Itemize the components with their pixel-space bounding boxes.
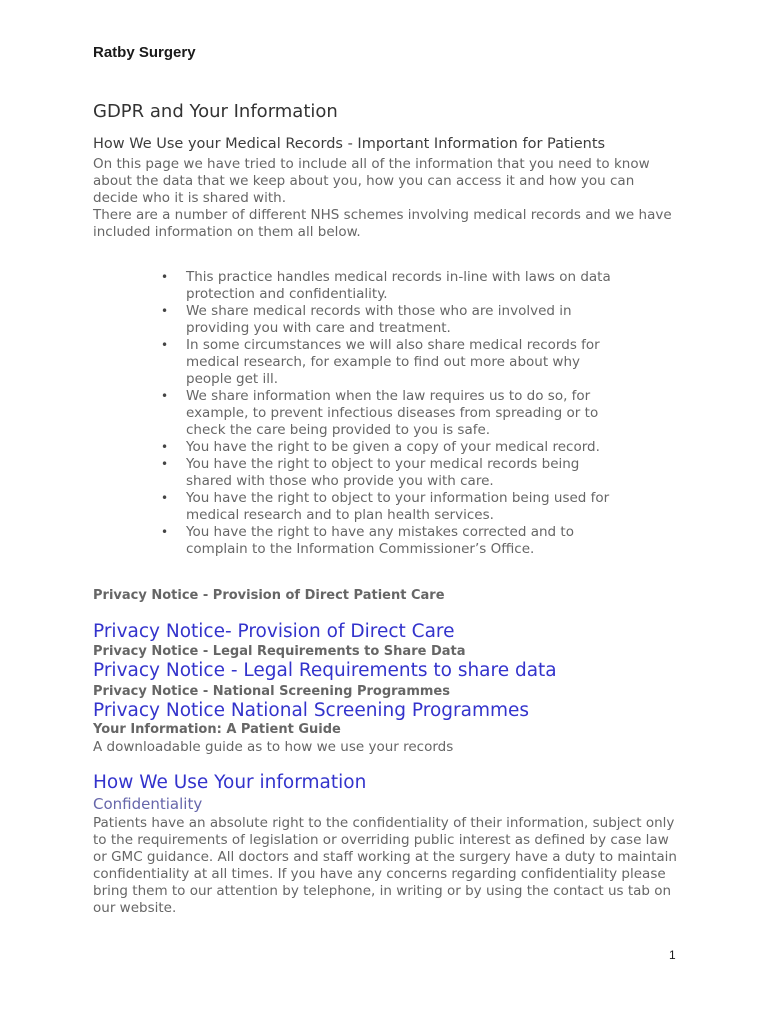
legal-requirements-link[interactable]: Privacy Notice - Legal Requirements to share data bbox=[93, 660, 557, 681]
list-item: • We share medical records with those who are involved in providing you with care and treatment. bbox=[161, 303, 572, 336]
list-item: • You have the right to object to your medical records being shared with those who provide you with care. bbox=[161, 456, 580, 489]
intro-text bbox=[93, 156, 683, 241]
page-title: GDPR and Your Information bbox=[93, 101, 338, 122]
bullet-icon: • bbox=[161, 270, 169, 284]
screening-label: Privacy Notice - National Screening Programmes bbox=[93, 684, 450, 699]
list-item: • You have the right to object to your information being used for medical research and to plan health services. bbox=[161, 490, 610, 523]
list-item: • This practice handles medical records in-line with laws on data protection and confidentiality. bbox=[161, 269, 611, 302]
list-item: • You have the right to have any mistakes corrected and to complain to the Information Commissioner’s Office. bbox=[161, 524, 574, 557]
page-number: 1 bbox=[669, 948, 676, 962]
bullet-icon: • bbox=[161, 304, 169, 318]
list-item: • We share information when the law requires us to do so, for example, to prevent infectious diseases from spreading or to check the care being provided to you is safe. bbox=[161, 388, 599, 438]
intro-paragraph-2: There are a number of different NHS schemes involving medical records and we have included information on them all below. bbox=[93, 207, 672, 240]
page-subtitle: How We Use your Medical Records - Important Information for Patients bbox=[93, 136, 606, 152]
patient-guide-description: A downloadable guide as to how we use your records bbox=[93, 739, 454, 755]
bullet-icon: • bbox=[161, 440, 169, 454]
direct-care-link[interactable]: Privacy Notice- Provision of Direct Care bbox=[93, 621, 455, 642]
bullet-icon: • bbox=[161, 457, 169, 471]
bullet-icon: • bbox=[161, 389, 169, 403]
bullet-icon: • bbox=[161, 525, 169, 539]
bullet-icon: • bbox=[161, 338, 169, 352]
screening-link[interactable]: Privacy Notice National Screening Programmes bbox=[93, 700, 530, 721]
how-we-use-title: How We Use Your information bbox=[93, 772, 367, 793]
confidentiality-text: Patients have an absolute right to the confidentiality of their information, subject only to the requirements of legislation or overriding public interest as defined by case law or GMC guidance. All doctors and staff working at the surgery have a duty to maintain confidentiality at all times. If you have any concerns regarding confidentiality please bring them to our attention by telephone, in writing or by using the contact us tab on our website. bbox=[93, 815, 677, 916]
info-bullet-list bbox=[93, 269, 613, 558]
legal-requirements-label: Privacy Notice - Legal Requirements to Share Data bbox=[93, 644, 466, 659]
intro-paragraph-1: On this page we have tried to include all of the information that you need to know about the data that we keep about you, how you can access it and how you can decide who it is shared with. bbox=[93, 156, 650, 206]
bullet-icon: • bbox=[161, 491, 169, 505]
direct-care-label: Privacy Notice - Provision of Direct Patient Care bbox=[93, 588, 445, 603]
list-item: • In some circumstances we will also share medical records for medical research, for example to find out more about why people get ill. bbox=[161, 337, 600, 387]
list-item: • You have the right to be given a copy of your medical record. bbox=[161, 439, 600, 455]
confidentiality-heading: Confidentiality bbox=[93, 795, 203, 813]
practice-name: Ratby Surgery bbox=[93, 44, 196, 61]
patient-guide-label: Your Information: A Patient Guide bbox=[93, 722, 341, 737]
